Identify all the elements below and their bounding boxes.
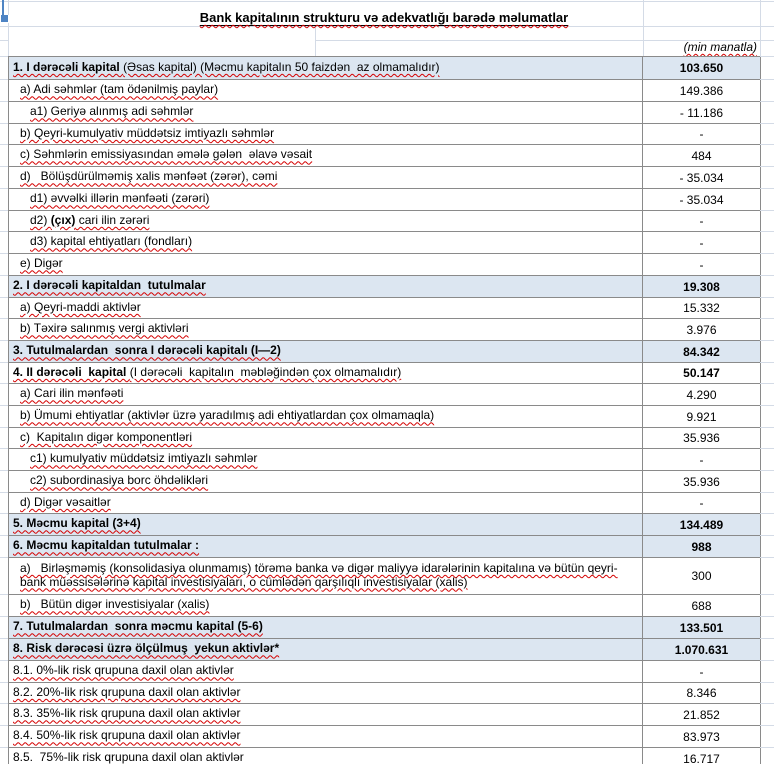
row-value[interactable]: 19.308 bbox=[643, 276, 761, 298]
row-value[interactable]: - bbox=[643, 124, 761, 145]
row-value[interactable]: 149.386 bbox=[643, 80, 761, 102]
page-title bbox=[8, 3, 760, 25]
label-segment: 3. Tutulmalardan sonra I dərəcəli kapitalı (I—2) bbox=[13, 343, 281, 358]
label-segment: a1) Geriyə alınmış adi səhmlər bbox=[30, 104, 194, 119]
row-value[interactable]: - bbox=[643, 493, 761, 514]
table-row bbox=[9, 341, 761, 363]
row-label[interactable] bbox=[9, 145, 643, 167]
gridline-h bbox=[0, 492, 8, 493]
gridline-h bbox=[0, 362, 8, 363]
row-label[interactable] bbox=[9, 211, 643, 232]
label-segment: c2) subordinasiya borc öhdəlikləri bbox=[30, 473, 209, 488]
label-segment: (Əsas kapital) (Məcmu kapitalın 50 faizdən az olmamalıdır) bbox=[123, 59, 440, 74]
row-value[interactable]: - 35.034 bbox=[643, 167, 761, 189]
table-row bbox=[9, 298, 761, 319]
unit-note-text: (min manatla) bbox=[683, 40, 757, 54]
label-segment: b) Ümumi ehtiyatlar (aktivlər üzrə yaradılmış adi ehtiyatlardan çox olmamaqla) bbox=[20, 408, 435, 423]
row-label[interactable] bbox=[9, 704, 643, 726]
row-label[interactable] bbox=[9, 124, 643, 145]
gridline-h bbox=[760, 79, 774, 80]
row-label[interactable] bbox=[9, 276, 643, 298]
unit-note bbox=[643, 40, 757, 55]
gridline-h bbox=[760, 318, 774, 319]
row-value[interactable]: 83.973 bbox=[643, 726, 761, 748]
label-segment: 8. Risk dərəcəsi üzrə ölçülmuş yekun aktivlər* bbox=[13, 641, 280, 656]
gridline-v bbox=[760, 0, 761, 56]
row-value[interactable]: 103.650 bbox=[643, 57, 761, 80]
table-row bbox=[9, 80, 761, 102]
gridline-h bbox=[0, 101, 8, 102]
row-value[interactable]: 35.936 bbox=[643, 428, 761, 449]
row-label[interactable] bbox=[9, 595, 643, 617]
row-label[interactable] bbox=[9, 189, 643, 211]
label-segment: 7. Tutulmalardan sonra məcmu kapital (5-6) bbox=[13, 619, 263, 634]
label-segment: c) Kapitalın digər komponentləri bbox=[20, 429, 193, 444]
gridline-h bbox=[760, 470, 774, 471]
row-label[interactable] bbox=[9, 406, 643, 428]
gridline-h bbox=[760, 703, 774, 704]
row-value[interactable]: 134.489 bbox=[643, 514, 761, 536]
table-row bbox=[9, 428, 761, 449]
row-value[interactable]: 8.346 bbox=[643, 683, 761, 704]
row-value[interactable]: 988 bbox=[643, 536, 761, 558]
row-label[interactable] bbox=[9, 661, 643, 683]
label-segment: e) Digər bbox=[20, 256, 63, 271]
gridline-h bbox=[760, 594, 774, 595]
row-label[interactable] bbox=[9, 298, 643, 319]
row-value[interactable]: 15.332 bbox=[643, 298, 761, 319]
label-segment: cari ilin zərəri bbox=[75, 212, 150, 227]
gridline-h bbox=[760, 405, 774, 406]
row-value[interactable]: 3.976 bbox=[643, 319, 761, 341]
label-segment: d) Digər vəsaitlər bbox=[20, 494, 111, 509]
gridline-h bbox=[0, 40, 8, 41]
table-row bbox=[9, 595, 761, 617]
table-row bbox=[9, 514, 761, 536]
gridline-h bbox=[0, 144, 8, 145]
gridline-h bbox=[0, 427, 8, 428]
gridline-v bbox=[315, 26, 316, 56]
gridline-h bbox=[760, 275, 774, 276]
gridline-h bbox=[760, 616, 774, 617]
label-segment: 8.2. 20%-lik risk qrupuna daxil olan aktivlər bbox=[13, 684, 241, 699]
label-segment: 8.5. 75%-lik risk qrupuna daxil olan aktivlər bbox=[13, 750, 244, 764]
table-row bbox=[9, 406, 761, 428]
gridline-h bbox=[0, 747, 8, 748]
row-label[interactable] bbox=[9, 341, 643, 363]
table-row bbox=[9, 683, 761, 704]
gridline-h bbox=[0, 123, 8, 124]
row-value[interactable]: 4.290 bbox=[643, 384, 761, 406]
gridline-h bbox=[0, 594, 8, 595]
row-label[interactable] bbox=[9, 232, 643, 254]
title-underline bbox=[200, 10, 568, 25]
label-segment: (I dərəcəli kapitalın məbləğindən çox olmamalıdır) bbox=[129, 364, 402, 379]
table-row bbox=[9, 704, 761, 726]
gridline-h bbox=[760, 383, 774, 384]
row-label[interactable] bbox=[9, 471, 643, 493]
gridline-h bbox=[760, 101, 774, 102]
title-text: Bank kapitalının strukturu və adekvatlığı barədə məlumatlar bbox=[199, 10, 569, 25]
row-value[interactable]: 21.852 bbox=[643, 704, 761, 726]
row-value[interactable]: 688 bbox=[643, 595, 761, 617]
table-row bbox=[9, 639, 761, 661]
row-label[interactable] bbox=[9, 102, 643, 124]
row-value[interactable]: 1.070.631 bbox=[643, 639, 761, 661]
gridline-h bbox=[760, 123, 774, 124]
label-segment: 5. Məcmu kapital (3+4) bbox=[13, 516, 141, 531]
table-row bbox=[9, 449, 761, 471]
label-segment: a) Birləşməmiş (konsolidasiya olunmamış) törəmə banka və digər maliyyə idarələrinin kapitalına və bütün qeyri-bank müəssisələrinə kapital investisiyaları, o cümlədən qarşılıqlı investisiyalar (xalis) bbox=[20, 561, 618, 589]
gridline-h bbox=[760, 557, 774, 558]
label-segment: c) Səhmlərin emissiyasından əmələ gələn əlavə vəsait bbox=[20, 147, 313, 162]
row-value[interactable]: - bbox=[643, 232, 761, 254]
row-label[interactable] bbox=[9, 726, 643, 748]
gridline-h bbox=[0, 26, 774, 27]
gridline-h bbox=[0, 616, 8, 617]
label-segment: 2. I dərəcəli kapitaldan tutulmalar bbox=[13, 278, 206, 293]
gridline-h bbox=[760, 253, 774, 254]
gridline-h bbox=[0, 448, 8, 449]
table-row bbox=[9, 748, 761, 764]
gridline-h bbox=[760, 747, 774, 748]
gridline-h bbox=[760, 660, 774, 661]
label-segment: b) Təxirə salınmış vergi aktivləri bbox=[20, 321, 189, 336]
selection-border bbox=[2, 0, 4, 15]
label-segment: d3) kapital ehtiyatları (fondları) bbox=[30, 234, 193, 249]
label-segment: d1) əvvəlki illərin mənfəəti (zərəri) bbox=[30, 191, 210, 206]
gridline-h bbox=[0, 297, 8, 298]
table-row bbox=[9, 471, 761, 493]
table-row bbox=[9, 167, 761, 189]
gridline-h bbox=[0, 383, 8, 384]
label-segment: 8.4. 50%-lik risk qrupuna daxil olan aktivlər bbox=[13, 728, 241, 743]
row-value[interactable]: - bbox=[643, 211, 761, 232]
row-value[interactable]: 300 bbox=[643, 558, 761, 595]
row-label[interactable] bbox=[9, 80, 643, 102]
table-row bbox=[9, 254, 761, 276]
row-value[interactable]: 133.501 bbox=[643, 617, 761, 639]
gridline-h bbox=[0, 682, 8, 683]
table-row bbox=[9, 384, 761, 406]
gridline-h bbox=[760, 231, 774, 232]
gridline-h bbox=[0, 703, 8, 704]
label-segment: a) Qeyri-maddi aktivlər bbox=[20, 299, 141, 314]
table-row bbox=[9, 558, 761, 595]
row-label[interactable] bbox=[9, 514, 643, 536]
row-value[interactable]: - 35.034 bbox=[643, 189, 761, 211]
gridline-h bbox=[0, 318, 8, 319]
gridline-h bbox=[760, 297, 774, 298]
label-segment: a) Cari ilin mənfəəti bbox=[20, 386, 124, 401]
gridline-h bbox=[760, 144, 774, 145]
table-row bbox=[9, 726, 761, 748]
gridline-h bbox=[0, 340, 8, 341]
gridline-h bbox=[0, 513, 8, 514]
table-row bbox=[9, 617, 761, 639]
row-value[interactable]: - bbox=[643, 661, 761, 683]
table-row bbox=[9, 102, 761, 124]
gridline-h bbox=[760, 535, 774, 536]
table-row bbox=[9, 319, 761, 341]
label-segment: c1) kumulyativ müddətsiz imtiyazlı səhmlər bbox=[30, 451, 258, 466]
row-label[interactable] bbox=[9, 748, 643, 764]
gridline-h bbox=[0, 405, 8, 406]
gridline-h bbox=[760, 56, 774, 57]
table-row bbox=[9, 124, 761, 145]
label-segment: 8.3. 35%-lik risk qrupuna daxil olan aktivlər bbox=[13, 706, 241, 721]
gridline-h bbox=[760, 492, 774, 493]
gridline-h bbox=[760, 166, 774, 167]
label-segment: a) Adi səhmlər (tam ödənilmiş paylar) bbox=[20, 82, 219, 97]
row-value[interactable]: 9.921 bbox=[643, 406, 761, 428]
table-row bbox=[9, 145, 761, 167]
gridline-h bbox=[760, 427, 774, 428]
gridline-h bbox=[760, 682, 774, 683]
label-segment: b) Bütün digər investisiyalar (xalis) bbox=[20, 597, 210, 612]
label-segment: (çıx) bbox=[50, 212, 76, 227]
gridline-h bbox=[0, 275, 8, 276]
gridline-h bbox=[0, 79, 8, 80]
gridline-h bbox=[0, 210, 8, 211]
gridline-h bbox=[0, 56, 8, 57]
row-label[interactable] bbox=[9, 319, 643, 341]
table-row bbox=[9, 57, 761, 80]
row-value[interactable]: 16.717 bbox=[643, 748, 761, 764]
gridline-h bbox=[0, 231, 8, 232]
row-label[interactable] bbox=[9, 493, 643, 514]
row-label[interactable] bbox=[9, 428, 643, 449]
row-value[interactable]: 84.342 bbox=[643, 341, 761, 363]
capital-table bbox=[8, 56, 761, 764]
gridline-h bbox=[760, 513, 774, 514]
label-segment: 1. I dərəcəli kapital bbox=[13, 59, 124, 74]
gridline-h bbox=[0, 253, 8, 254]
row-value[interactable]: - 11.186 bbox=[643, 102, 761, 124]
gridline-h bbox=[760, 362, 774, 363]
label-segment: 4. II dərəcəli kapital bbox=[13, 364, 130, 379]
gridline-h bbox=[760, 340, 774, 341]
row-value[interactable]: - bbox=[643, 449, 761, 471]
table-row bbox=[9, 232, 761, 254]
row-label[interactable] bbox=[9, 363, 643, 384]
row-value[interactable]: 35.936 bbox=[643, 471, 761, 493]
table-row bbox=[9, 189, 761, 211]
row-label[interactable] bbox=[9, 617, 643, 639]
row-label[interactable] bbox=[9, 254, 643, 276]
row-label[interactable] bbox=[9, 536, 643, 558]
gridline-h bbox=[0, 725, 8, 726]
gridline-h bbox=[0, 660, 8, 661]
capital-table-body bbox=[9, 57, 761, 764]
label-segment: d2) bbox=[30, 212, 51, 227]
gridline-h bbox=[0, 557, 8, 558]
row-label[interactable] bbox=[9, 57, 643, 80]
table-row bbox=[9, 211, 761, 232]
label-segment: 6. Məcmu kapitaldan tutulmalar : bbox=[13, 538, 200, 553]
row-value[interactable]: - bbox=[643, 254, 761, 276]
row-value[interactable]: 484 bbox=[643, 145, 761, 167]
row-label[interactable] bbox=[9, 384, 643, 406]
row-label[interactable] bbox=[9, 683, 643, 704]
label-segment: b) Qeyri-kumulyativ müddətsiz imtiyazlı səhmlər bbox=[20, 125, 275, 140]
row-label[interactable] bbox=[9, 449, 643, 471]
table-row bbox=[9, 536, 761, 558]
table-row bbox=[9, 493, 761, 514]
gridline-h bbox=[760, 725, 774, 726]
row-label[interactable] bbox=[9, 639, 643, 661]
gridline-h bbox=[0, 188, 8, 189]
gridline-h bbox=[760, 188, 774, 189]
gridline-h bbox=[0, 638, 8, 639]
gridline-h bbox=[760, 448, 774, 449]
gridline-h bbox=[0, 535, 8, 536]
table-row bbox=[9, 363, 761, 384]
gridline-h bbox=[760, 638, 774, 639]
row-label[interactable] bbox=[9, 167, 643, 189]
row-value[interactable]: 50.147 bbox=[643, 363, 761, 384]
row-label[interactable] bbox=[9, 558, 643, 595]
table-row bbox=[9, 276, 761, 298]
gridline-h bbox=[0, 470, 8, 471]
label-segment: 8.1. 0%-lik risk qrupuna daxil olan aktivlər bbox=[13, 663, 234, 678]
label-segment: d) Bölüşdürülməmiş xalis mənfəət (zərər), cəmi bbox=[20, 169, 278, 184]
gridline-h bbox=[0, 166, 8, 167]
table-row bbox=[9, 661, 761, 683]
gridline-h bbox=[0, 1, 774, 2]
gridline-h bbox=[760, 210, 774, 211]
